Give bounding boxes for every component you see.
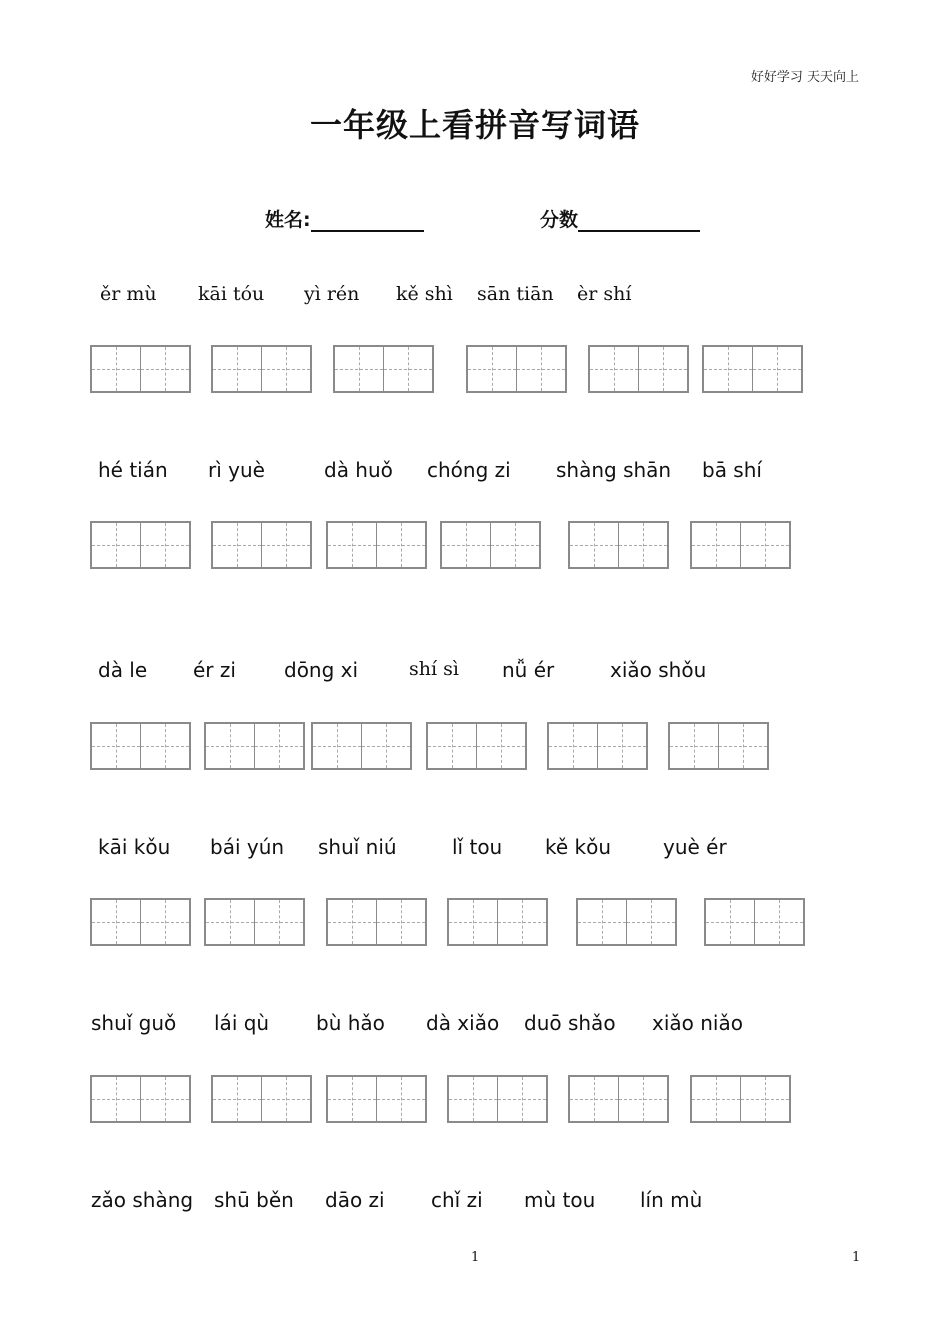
- writing-box[interactable]: [326, 1075, 427, 1123]
- pinyin-word: yì rén: [304, 283, 360, 305]
- writing-box[interactable]: [90, 345, 191, 393]
- pinyin-word: kāi tóu: [198, 283, 265, 305]
- page-number-right: 1: [852, 1250, 861, 1265]
- writing-row-5: [0, 1075, 950, 1127]
- writing-box[interactable]: [466, 345, 567, 393]
- writing-box[interactable]: [702, 345, 803, 393]
- pinyin-word: ěr mù: [100, 283, 157, 305]
- pinyin-word: bā shí: [702, 458, 762, 482]
- pinyin-word: chǐ zi: [431, 1188, 483, 1212]
- writing-box[interactable]: [90, 898, 191, 946]
- writing-box[interactable]: [440, 521, 541, 569]
- pinyin-word: shū běn: [214, 1188, 294, 1212]
- pinyin-word: kāi kǒu: [98, 835, 171, 859]
- writing-box[interactable]: [447, 1075, 548, 1123]
- pinyin-word: ér zi: [193, 658, 236, 682]
- writing-row-4: [0, 898, 950, 950]
- writing-box[interactable]: [90, 521, 191, 569]
- page-number-center: 1: [471, 1250, 480, 1265]
- writing-box[interactable]: [547, 722, 648, 770]
- pinyin-word: duō shǎo: [524, 1011, 616, 1035]
- writing-box[interactable]: [90, 722, 191, 770]
- pinyin-row-6: [0, 1188, 950, 1218]
- writing-box[interactable]: [588, 345, 689, 393]
- writing-box[interactable]: [326, 898, 427, 946]
- pinyin-word: kě shì: [396, 283, 453, 305]
- pinyin-word: shuǐ guǒ: [91, 1011, 177, 1035]
- writing-box[interactable]: [211, 521, 312, 569]
- writing-box[interactable]: [90, 1075, 191, 1123]
- header-note: 好好学习 天天向上: [750, 70, 859, 85]
- pinyin-word: zǎo shàng: [91, 1188, 194, 1212]
- name-field[interactable]: [265, 205, 424, 232]
- writing-row-2: [0, 521, 950, 573]
- writing-box[interactable]: [576, 898, 677, 946]
- writing-box[interactable]: [704, 898, 805, 946]
- writing-row-1: [0, 345, 950, 397]
- pinyin-word: dà xiǎo: [426, 1011, 500, 1035]
- pinyin-word: chóng zi: [427, 458, 511, 482]
- pinyin-word: xiǎo niǎo: [652, 1011, 743, 1035]
- writing-box[interactable]: [211, 345, 312, 393]
- pinyin-word: dāo zi: [325, 1188, 385, 1212]
- name-label: 姓名:: [265, 209, 311, 231]
- pinyin-word: lín mù: [640, 1188, 703, 1212]
- name-blank[interactable]: [311, 210, 424, 232]
- pinyin-word: nǚ ér: [502, 658, 555, 682]
- writing-box[interactable]: [211, 1075, 312, 1123]
- pinyin-word: shí sì: [409, 658, 459, 680]
- writing-row-3: [0, 722, 950, 774]
- writing-box[interactable]: [568, 521, 669, 569]
- pinyin-word: mù tou: [524, 1188, 596, 1212]
- writing-box[interactable]: [311, 722, 412, 770]
- pinyin-word: èr shí: [577, 283, 632, 305]
- pinyin-word: dōng xi: [284, 658, 359, 682]
- pinyin-word: sān tiān: [477, 283, 554, 305]
- writing-box[interactable]: [447, 898, 548, 946]
- pinyin-row-4: [0, 835, 950, 865]
- score-field[interactable]: [540, 205, 700, 232]
- pinyin-row-5: [0, 1011, 950, 1041]
- page-title: 一年级上看拼音写词语: [309, 106, 640, 144]
- pinyin-word: kě kǒu: [545, 835, 612, 859]
- pinyin-word: lǐ tou: [452, 835, 503, 859]
- writing-box[interactable]: [568, 1075, 669, 1123]
- writing-box[interactable]: [690, 521, 791, 569]
- writing-box[interactable]: [326, 521, 427, 569]
- writing-box[interactable]: [426, 722, 527, 770]
- writing-box[interactable]: [204, 722, 305, 770]
- pinyin-word: dà huǒ: [324, 458, 393, 482]
- pinyin-word: lái qù: [214, 1011, 270, 1035]
- pinyin-word: yuè ér: [663, 835, 727, 859]
- pinyin-row-2: [0, 458, 950, 488]
- writing-box[interactable]: [204, 898, 305, 946]
- pinyin-word: shuǐ niú: [318, 835, 397, 859]
- pinyin-word: hé tián: [98, 458, 168, 482]
- pinyin-row-1: [0, 283, 950, 313]
- pinyin-word: shàng shān: [556, 458, 672, 482]
- score-label: 分数: [540, 209, 579, 231]
- pinyin-word: rì yuè: [208, 458, 265, 482]
- pinyin-word: xiǎo shǒu: [610, 658, 707, 682]
- pinyin-word: bù hǎo: [316, 1011, 385, 1035]
- pinyin-word: dà le: [98, 658, 148, 682]
- score-blank[interactable]: [578, 210, 700, 232]
- pinyin-row-3: [0, 658, 950, 688]
- pinyin-word: bái yún: [210, 835, 285, 859]
- writing-box[interactable]: [668, 722, 769, 770]
- writing-box[interactable]: [333, 345, 434, 393]
- writing-box[interactable]: [690, 1075, 791, 1123]
